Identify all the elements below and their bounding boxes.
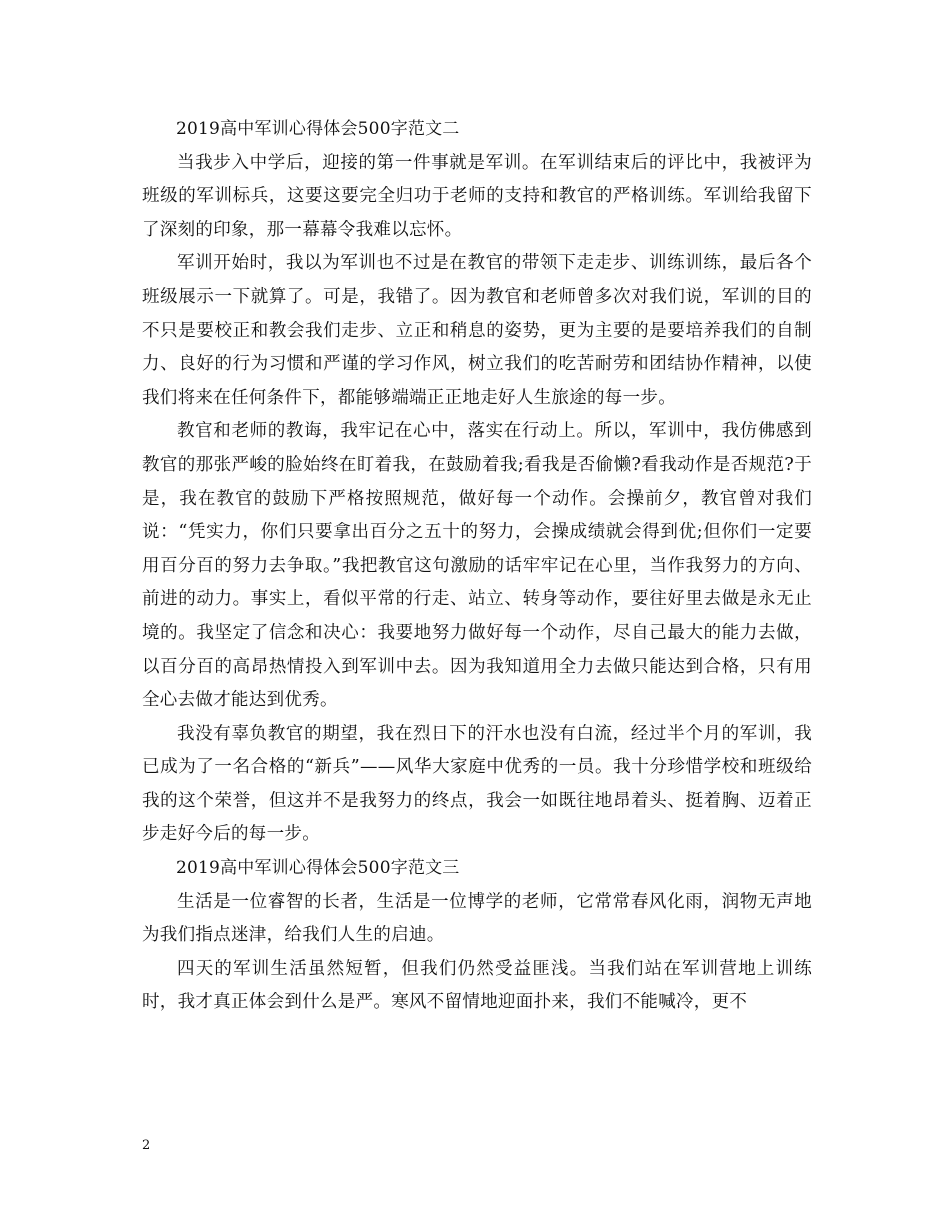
paragraph: 四天的军训生活虽然短暂，但我们仍然受益匪浅。当我们站在军训营地上训练时，我才真正体会到什么是严。寒风不留情地迎面扑来，我们不能喊冷，更不	[142, 958, 812, 1013]
section-heading: 2019高中军训心得体会500字范文二	[176, 119, 460, 139]
paragraph: 教官和老师的教诲，我牢记在心中，落实在行动上。所以，军训中，我仿佛感到教官的那张严峻的脸始终在盯着我，在鼓励着我;看我是否偷懒?看我动作是否规范?于是，我在教官的鼓励下严格按照规范，做好每一个动作。会操前夕，教官曾对我们说：“凭实力，你们只要拿出百分之五十的努力，会操成绩就会得到优;但你们一定要用百分百的努力去争取。”我把教官这句激励的话牢牢记在心里，当作我努力的方向、前进的动力。事实上，看似平常的行走、站立、转身等动作，要往好里去做是永无止境的。我坚定了信念和决心：我要地努力做好每一个动作，尽自己最大的能力去做，以百分百的高昂热情投入到军训中去。因为我知道用全力去做只能达到合格，只有用全心去做才能达到优秀。	[142, 421, 812, 711]
page-number: 2	[142, 1138, 151, 1153]
paragraph: 军训开始时，我以为军训也不过是在教官的带领下走走步、训练训练，最后各个班级展示一下就算了。可是，我错了。因为教官和老师曾多次对我们说，军训的目的不只是要校正和教会我们走步、立正和稍息的姿势，更为主要的是要培养我们的自制力、良好的行为习惯和严谨的学习作风，树立我们的吃苦耐劳和团结协作精神，以使我们将来在任何条件下，都能够端端正正地走好人生旅途的每一步。	[142, 253, 812, 408]
paragraph: 我没有辜负教官的期望，我在烈日下的汗水也没有白流，经过半个月的军训，我已成为了一名合格的“新兵”——风华大家庭中优秀的一员。我十分珍惜学校和班级给我的这个荣誉，但这并不是我努力的终点，我会一如既往地昂着头、挺着胸、迈着正步走好今后的每一步。	[142, 723, 812, 845]
document-body	[142, 113, 812, 1020]
section-heading: 2019高中军训心得体会500字范文三	[176, 858, 460, 879]
paragraph: 当我步入中学后，迎接的第一件事就是军训。在军训结束后的评比中，我被评为班级的军训标兵，这要这要完全归功于老师的支持和教官的严格训练。军训给我留下了深刻的印象，那一幕幕令我难以忘怀。	[142, 152, 812, 240]
paragraph: 生活是一位睿智的长者，生活是一位博学的老师，它常常春风化雨，润物无声地为我们指点迷津，给我们人生的启迪。	[142, 891, 812, 946]
